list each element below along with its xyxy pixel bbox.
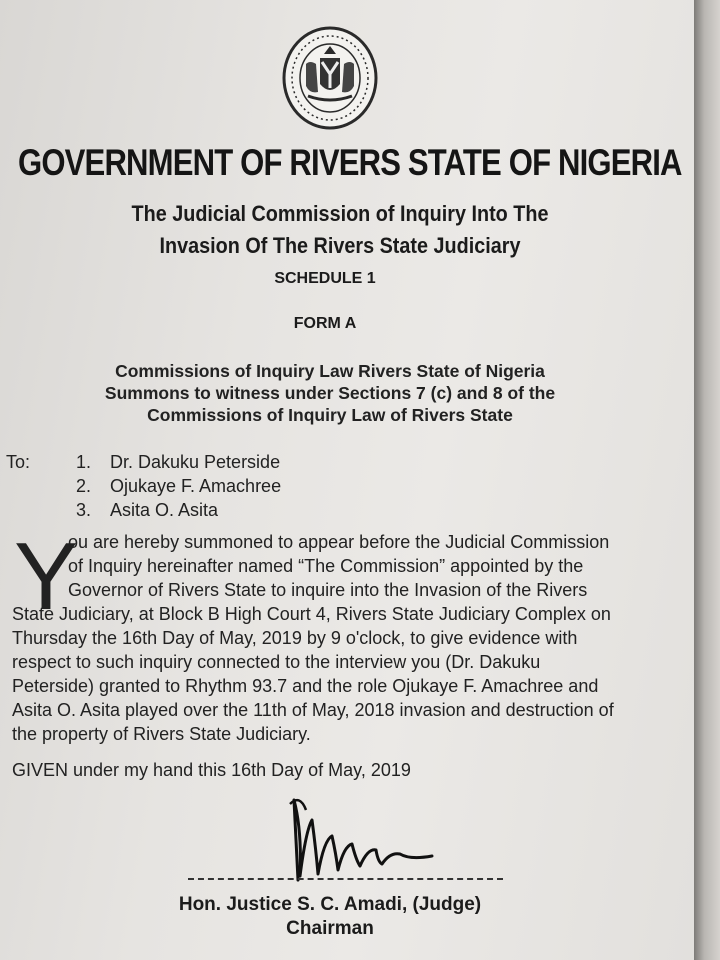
page-edge-shadow xyxy=(694,0,720,960)
commission-title-line-2: Invasion Of The Rivers State Judiciary xyxy=(159,233,521,258)
drop-cap: Y xyxy=(14,523,79,630)
signature-line xyxy=(188,878,503,880)
summons-line: Thursday the 16th Day of May, 2019 by 9 o'clock, to give evidence with xyxy=(12,628,578,648)
commission-title-line-1: The Judicial Commission of Inquiry Into The xyxy=(131,201,549,226)
law-heading xyxy=(40,360,620,426)
recipient-name: Asita O. Asita xyxy=(110,500,219,520)
law-line-3: Commissions of Inquiry Law of Rivers State xyxy=(147,405,513,425)
given-line: GIVEN under my hand this 16th Day of May, 2019 xyxy=(12,760,411,780)
recipient-item: 3. Asita O. Asita xyxy=(76,500,219,520)
law-line-2: Summons to witness under Sections 7 (c) and 8 of the xyxy=(104,383,556,403)
signatory-name: Hon. Justice S. C. Amadi, (Judge) xyxy=(178,894,482,915)
recipient-item: 1. Dr. Dakuku Peterside xyxy=(76,452,281,472)
summons-line: State Judiciary, at Block B High Court 4, Rivers State Judiciary Complex on xyxy=(12,604,611,624)
form-heading: FORM A xyxy=(293,315,357,332)
handwritten-signature xyxy=(260,790,450,890)
government-title: GOVERNMENT OF RIVERS STATE OF NIGERIA xyxy=(18,142,682,183)
recipient-name: Dr. Dakuku Peterside xyxy=(110,452,281,472)
recipient-item: 2. Ojukaye F. Amachree xyxy=(76,476,282,496)
schedule-heading: SCHEDULE 1 xyxy=(274,270,376,287)
summons-line: Peterside) granted to Rhythm 93.7 and the role Ojukaye F. Amachree and xyxy=(12,676,599,696)
summons-line: Asita O. Asita played over the 11th of May, 2018 invasion and destruction of xyxy=(12,700,614,720)
coat-of-arms-seal xyxy=(280,24,380,132)
signatory-title: Chairman xyxy=(286,918,374,939)
recipient-name: Ojukaye F. Amachree xyxy=(110,476,282,496)
to-label: To: xyxy=(6,452,31,472)
summons-line: respect to such inquiry connected to the interview you (Dr. Dakuku xyxy=(12,652,541,672)
summons-line: of Inquiry hereinafter named “The Commission” appointed by the xyxy=(68,556,584,576)
summons-line: Governor of Rivers State to inquire into the Invasion of the Rivers xyxy=(68,580,588,600)
summons-line: the property of Rivers State Judiciary. xyxy=(12,724,311,744)
commission-title xyxy=(88,198,592,262)
summons-line: ou are hereby summoned to appear before the Judicial Commission xyxy=(68,532,610,552)
summons-paragraph xyxy=(12,523,662,746)
recipient-list xyxy=(76,450,281,522)
law-line-1: Commissions of Inquiry Law Rivers State of Nigeria xyxy=(115,361,545,381)
